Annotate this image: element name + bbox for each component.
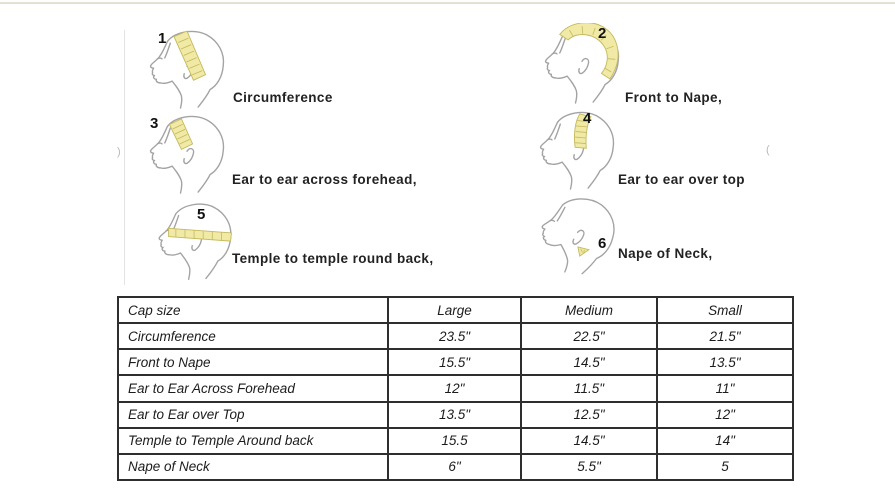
stray-mark-right: ( xyxy=(766,144,770,156)
col-header-cap-size: Cap size xyxy=(118,297,388,323)
value-small: 13.5" xyxy=(657,349,793,375)
value-medium: 14.5" xyxy=(521,349,657,375)
diagram-number-5: 5 xyxy=(197,206,206,223)
table-row xyxy=(118,402,793,428)
head-diagram-ear-to-ear-over-top xyxy=(526,109,628,193)
col-header-large: Large xyxy=(388,297,521,323)
cap-size-table xyxy=(117,296,794,481)
head-diagram-temple-to-temple xyxy=(142,201,248,283)
diagram-number-2: 2 xyxy=(598,25,607,42)
value-medium: 11.5" xyxy=(521,375,657,401)
value-medium: 14.5" xyxy=(521,428,657,454)
diagram-number-3: 3 xyxy=(150,115,159,132)
diagram-label-nape-of-neck: Nape of Neck, xyxy=(618,246,713,261)
row-label: Nape of Neck xyxy=(118,454,388,480)
value-small: 21.5" xyxy=(657,323,793,349)
col-header-medium: Medium xyxy=(521,297,657,323)
value-large: 13.5" xyxy=(388,402,521,428)
diagram-number-1: 1 xyxy=(158,30,167,47)
value-medium: 12.5" xyxy=(521,402,657,428)
col-header-small: Small xyxy=(657,297,793,323)
row-label: Ear to Ear Across Forehead xyxy=(118,375,388,401)
diagram-number-6: 6 xyxy=(598,235,607,252)
value-large: 15.5" xyxy=(388,349,521,375)
table-row xyxy=(118,428,793,454)
table-row xyxy=(118,323,793,349)
value-medium: 22.5" xyxy=(521,323,657,349)
diagram-label-ear-to-ear-over-top: Ear to ear over top xyxy=(618,172,745,187)
diagram-label-circumference: Circumference xyxy=(233,90,333,105)
diagram-label-temple-to-temple: Temple to temple round back, xyxy=(232,251,434,266)
value-large: 12" xyxy=(388,375,521,401)
table-row xyxy=(118,375,793,401)
head-diagram-nape-of-neck xyxy=(526,195,628,277)
faint-guide-line xyxy=(124,30,125,285)
value-small: 12" xyxy=(657,402,793,428)
head-diagram-front-to-nape xyxy=(531,23,633,107)
value-large: 6" xyxy=(388,454,521,480)
value-large: 15.5 xyxy=(388,428,521,454)
diagram-number-4: 4 xyxy=(583,110,592,127)
table-row xyxy=(118,349,793,375)
row-label: Ear to Ear over Top xyxy=(118,402,388,428)
row-label: Circumference xyxy=(118,323,388,349)
diagram-label-ear-to-ear-forehead: Ear to ear across forehead, xyxy=(232,172,417,187)
value-large: 23.5" xyxy=(388,323,521,349)
table-row xyxy=(118,454,793,480)
row-label: Front to Nape xyxy=(118,349,388,375)
image-top-edge xyxy=(0,2,895,4)
row-label: Temple to Temple Around back xyxy=(118,428,388,454)
value-small: 14" xyxy=(657,428,793,454)
diagram-label-front-to-nape: Front to Nape, xyxy=(625,90,723,105)
stray-mark-left: ) xyxy=(117,146,121,158)
value-small: 11" xyxy=(657,375,793,401)
table-header-row xyxy=(118,297,793,323)
value-medium: 5.5" xyxy=(521,454,657,480)
value-small: 5 xyxy=(657,454,793,480)
head-diagram-circumference xyxy=(136,28,238,112)
